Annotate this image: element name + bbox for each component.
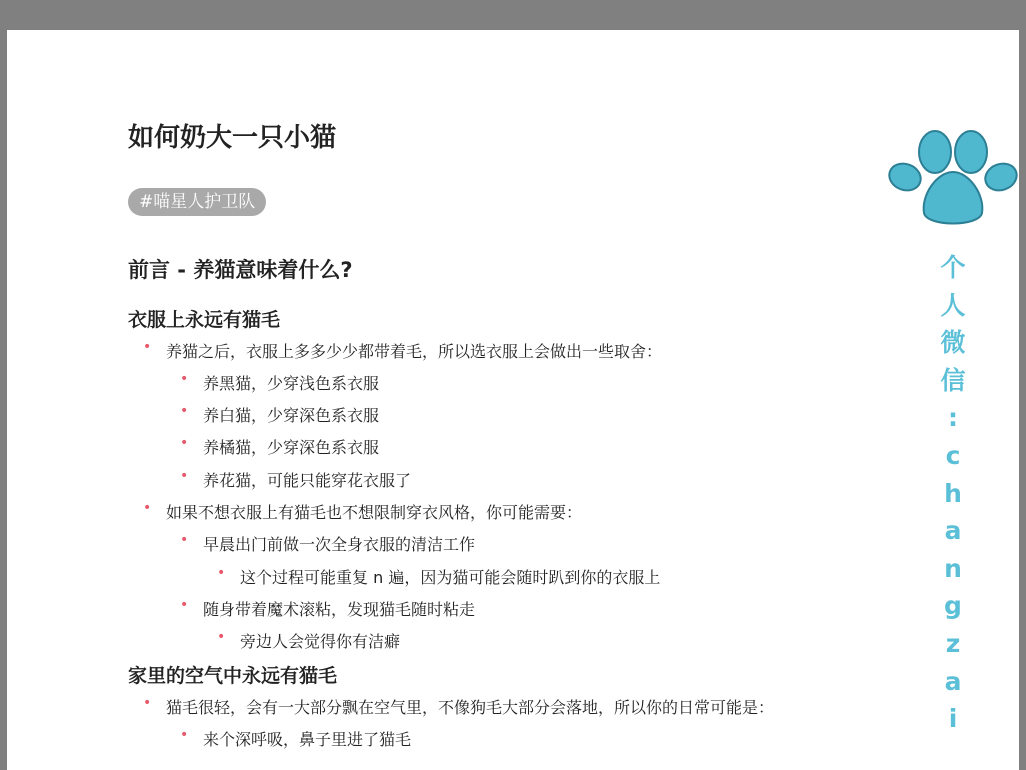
bullet: • xyxy=(143,695,152,711)
bullet: • xyxy=(143,339,152,355)
wechat-char: a xyxy=(944,516,962,546)
bullet: • xyxy=(180,403,189,419)
section-heading: 前言 - 养猫意味着什么? xyxy=(128,258,353,282)
wechat-vertical-text xyxy=(937,249,969,738)
bullet: • xyxy=(180,532,189,548)
list-item-text: 养猫之后，衣服上多多少少都带着毛，所以选衣服上会做出一些取舍： xyxy=(166,342,663,361)
bullet: • xyxy=(217,629,226,645)
list-item-text: 养黑猫，少穿浅色系衣服 xyxy=(203,374,380,393)
list-item xyxy=(180,468,412,491)
tag-badge[interactable]: #喵星人护卫队 xyxy=(128,188,266,216)
list-item-text: 养花猫，可能只能穿花衣服了 xyxy=(203,471,412,490)
list-item-text: 猫毛很轻，会有一大部分飘在空气里，不像狗毛大部分会落地，所以你的日常可能是： xyxy=(166,698,775,717)
list-item xyxy=(180,532,476,555)
subheading-clothes: 衣服上永远有猫毛 xyxy=(128,309,281,331)
list-item xyxy=(143,695,775,718)
wechat-char: n xyxy=(944,553,962,583)
bullet: • xyxy=(180,468,189,484)
paw-icon xyxy=(887,127,1019,227)
wechat-char: g xyxy=(944,591,962,621)
list-item-text: 随身带着魔术滚粘，发现猫毛随时粘走 xyxy=(203,600,476,619)
list-item xyxy=(180,727,412,750)
list-item xyxy=(143,339,663,362)
bullet: • xyxy=(180,435,189,451)
bullet: • xyxy=(143,500,152,516)
list-item-text: 养橘猫，少穿深色系衣服 xyxy=(203,438,380,457)
wechat-char: 个 xyxy=(940,253,966,282)
list-item xyxy=(180,597,476,620)
wechat-char: 微 xyxy=(940,328,966,358)
list-item-text: 如果不想衣服上有猫毛也不想限制穿衣风格，你可能需要： xyxy=(166,503,583,522)
document-page xyxy=(7,30,1019,770)
list-item-text: 早晨出门前做一次全身衣服的清洁工作 xyxy=(203,535,476,554)
list-item xyxy=(143,500,583,523)
wechat-char: : xyxy=(948,403,958,433)
list-item xyxy=(180,371,380,394)
wechat-char: 信 xyxy=(940,365,966,395)
list-item xyxy=(180,403,380,426)
list-item-text: 来个深呼吸，鼻子里进了猫毛 xyxy=(203,730,412,749)
bullet: • xyxy=(180,371,189,387)
wechat-char: z xyxy=(945,628,961,658)
list-item-text: 这个过程可能重复 n 遍，因为猫可能会随时趴到你的衣服上 xyxy=(240,568,661,587)
list-item-text: 养白猫，少穿深色系衣服 xyxy=(203,406,380,425)
page-title: 如何奶大一只小猫 xyxy=(128,123,337,153)
subheading-air: 家里的空气中永远有猫毛 xyxy=(128,665,338,687)
wechat-char: 人 xyxy=(940,290,966,320)
wechat-char: a xyxy=(944,666,962,696)
bullet: • xyxy=(180,727,189,743)
list-item xyxy=(217,565,661,588)
wechat-char: h xyxy=(944,478,962,508)
list-item xyxy=(180,435,380,458)
bullet: • xyxy=(180,597,189,613)
bullet: • xyxy=(217,565,226,581)
wechat-char: i xyxy=(948,704,958,734)
list-item-text: 旁边人会觉得你有洁癖 xyxy=(240,632,401,651)
wechat-char: c xyxy=(945,440,961,470)
list-item xyxy=(217,629,401,652)
